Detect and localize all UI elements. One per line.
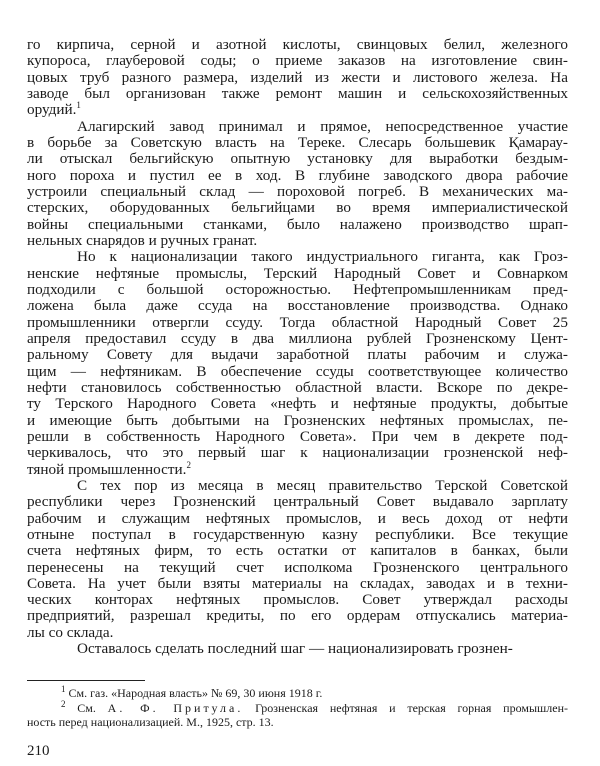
text-line: решли в собственность Народного Совета». При чем в декрете под-: [27, 427, 568, 445]
text-line: в борьбе за Советскую власть на Тереке. Слесарь большевик Қамарау-: [27, 133, 568, 151]
footnote-prefix: См.: [77, 700, 96, 715]
text-line: счета нефтяных фирм, то есть остатки от капиталов в банках, были: [27, 542, 568, 560]
text-line: орудий.$^1$: [27, 100, 81, 119]
footnote-mark: 2: [61, 698, 66, 709]
text-line: Алагирский завод принимал и прямое, непосредственное участие: [77, 117, 568, 135]
paragraph: [27, 119, 568, 250]
text-line: цовых труб разного размера, изделий из жести и листового железа. На: [27, 68, 568, 86]
text-line: Но к национализации такого индустриального гиганта, как Гроз-: [77, 248, 568, 266]
text-line: войны специальными станками, было налажено производство шрап-: [27, 215, 568, 233]
page-number: 210: [27, 743, 50, 759]
footnotes: [27, 686, 568, 730]
footnote-author: А. Ф. Притула.: [107, 700, 244, 715]
text-line: заводе был организован также ремонт машин и сельскохозяйственных: [27, 84, 568, 102]
text-line: лы со склада.: [27, 623, 114, 641]
text-line: го кирпича, серной и азотной кислоты, свинцовых белил, железного: [27, 36, 568, 53]
footnote-reference[interactable]: 1: [76, 100, 81, 111]
text-line: ли отыскал бельгийскую опытную установку для выработки бездым-: [27, 150, 568, 168]
text-line: ческих конторах нефтяных промыслов. Совет утверждал расходы: [27, 591, 568, 609]
text-line: рабочим и служащим нефтяных промыслов, и весь доход от нефти: [27, 509, 568, 527]
footnote-divider: [27, 680, 145, 681]
text-line: отныне поступал в государственную казну республики. Все текущие: [27, 525, 568, 543]
footnote-2-continued: ность перед национализацией. М., 1925, стр. 13.: [27, 715, 274, 729]
text-line: предприятий, разрешал кредиты, по его ордерам отпускались материа-: [27, 607, 568, 625]
text-line: тяной промышленности.$^2$: [27, 459, 191, 478]
text-line: стерских, оборудованных бельгийцами во время империалистической: [27, 199, 568, 217]
text-line: республики через Грозненский центральный Совет выдавало зарплату: [27, 493, 568, 511]
text-line: Совета. На учет были взяты материалы на складах, заводах и в техни-: [27, 574, 568, 592]
paragraph: [27, 249, 568, 478]
footnote-text: Грозненская нефтяная и терская горная промышлен-: [255, 700, 569, 715]
paragraph: [27, 641, 568, 657]
text-line: нефти становилось собственностью областной власти. Вскоре по декре-: [27, 378, 568, 396]
main-text: [27, 37, 568, 657]
text-line: и имеющие быть добытыми на Грозненских нефтяных промыслах, пе-: [27, 411, 568, 429]
text-line: подходили с большой осторожностью. Нефтепромышленникам пред-: [27, 280, 568, 298]
text-line: перенесены на текущий счет исполкома Грозненского центрального: [27, 558, 568, 576]
footnote-reference[interactable]: 2: [186, 459, 191, 470]
footnote-1: [27, 686, 568, 701]
footnote-text: См. газ. «Народная власть» № 69, 30 июня 1918 г.: [68, 686, 323, 700]
paragraph: [27, 37, 568, 119]
text-line: Оставалось сделать последний шаг — национализировать грознен-: [77, 640, 513, 658]
text-line: черкивалось, что это первый шаг к национализации грозненской неф-: [27, 444, 568, 462]
footnote-2: [27, 698, 569, 716]
text-line: ту Терского Народного Совета «нефть и нефтяные продукты, добытые: [27, 395, 568, 413]
text-line: С тех пор из месяца в месяц правительство Терской Советской: [77, 476, 568, 494]
text-line: ложена была даже ссуда на восстановление производства. Однако: [27, 297, 568, 315]
text-line: нельных снарядов и ручных гранат.: [27, 231, 258, 249]
text-line: ного пороха и пустил ее в ход. В глубине заводского двора рабочие: [27, 166, 568, 184]
text-line: купороса, глауберовой соды; о приеме заказов на изготовление свин-: [27, 52, 568, 70]
text-line: промышленники отвергли ссуду. Тогда областной Народный Совет 25: [27, 313, 568, 331]
text-line: щим — нефтяникам. В обеспечение ссуды соответствующее количество: [27, 362, 568, 380]
paragraph: [27, 478, 568, 641]
text-line: апреля предоставил ссуду в два миллиона рублей Грозненскому Цент-: [27, 329, 568, 347]
text-line: ральному Совету для выдачи заработной платы рабочим и служа-: [27, 346, 568, 364]
text-line: ненские нефтяные промыслы, Терский Народный Совет и Совнарком: [27, 264, 568, 282]
footnote-mark: 1: [61, 684, 66, 694]
text-line: устроили специальный склад — пороховой погреб. В механических ма-: [27, 182, 568, 200]
